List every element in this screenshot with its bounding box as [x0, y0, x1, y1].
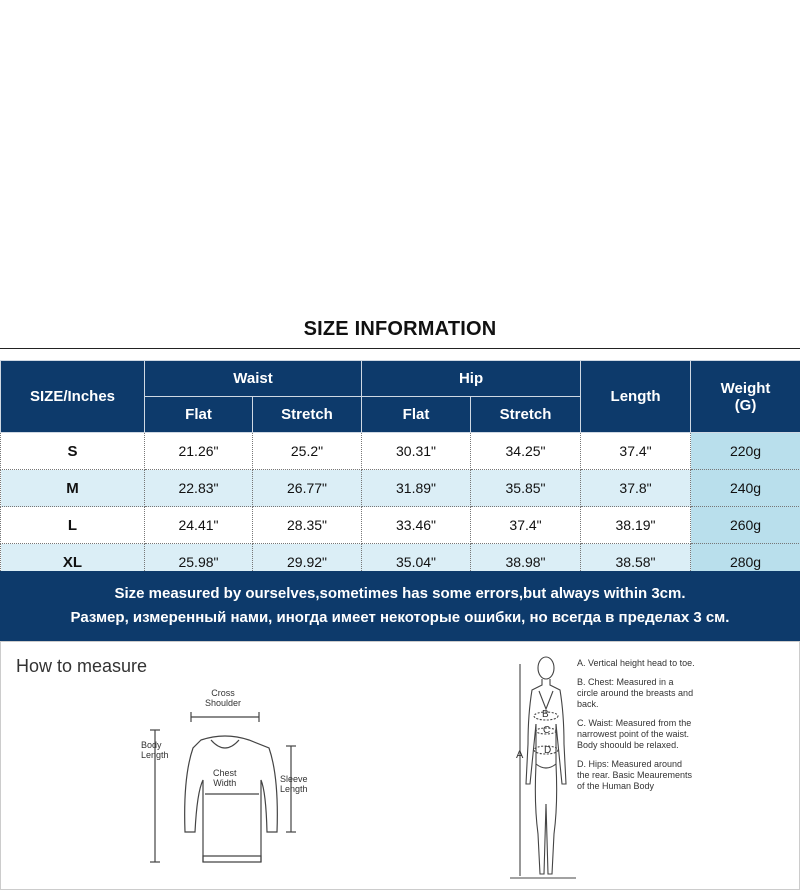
- hip-flat-cell: 31.89": [362, 470, 471, 507]
- how-to-measure-title: How to measure: [16, 656, 148, 676]
- waist-flat-cell: 25.98": [145, 544, 253, 581]
- weight-cell: 280g: [691, 544, 800, 581]
- hip-flat-header: Flat: [362, 397, 471, 433]
- hip-stretch-cell: 37.4": [471, 507, 581, 544]
- note-a: A. Vertical height head to toe.: [577, 658, 695, 668]
- chest-width-label-line1: Chest: [213, 768, 237, 778]
- point-c-letter: C: [543, 725, 551, 736]
- sleeve-length-label-line2: Length: [280, 784, 308, 794]
- note-c: C. Waist: Measured from the narrowest point of the waist. Body shoould be relaxed.: [577, 718, 692, 750]
- body-length-label: [141, 740, 169, 760]
- length-cell: 37.8": [581, 470, 691, 507]
- weight-cell: 260g: [691, 507, 800, 544]
- cross-shoulder-label: [205, 688, 241, 708]
- size-information-title: SIZE INFORMATION: [303, 318, 497, 340]
- weight-label: Weight: [720, 379, 771, 397]
- note-english: Size measured by ourselves,sometimes has some errors,but always within 3cm.: [114, 585, 686, 602]
- hip-header: Hip: [362, 361, 581, 397]
- waist-stretch-cell: 28.35": [253, 507, 362, 544]
- body-length-label-line2: Length: [141, 750, 169, 760]
- waist-flat-cell: 22.83": [145, 470, 253, 507]
- size-table: [0, 360, 800, 581]
- table-row: [1, 433, 800, 470]
- table-row: [1, 470, 800, 507]
- weight-cell: 220g: [691, 433, 800, 470]
- weight-unit: (G): [734, 396, 757, 414]
- size-cell: M: [1, 470, 145, 507]
- measurement-notes: [577, 658, 695, 800]
- note-d: D. Hips: Measured around the rear. Basic Meaurements of the Human Body: [577, 759, 693, 791]
- how-to-measure-panel: [0, 641, 800, 890]
- sleeve-length-label-line1: Sleeve: [280, 774, 308, 784]
- length-cell: 38.19": [581, 507, 691, 544]
- sleeve-length-label: [280, 774, 308, 794]
- table-row: [1, 507, 800, 544]
- point-a-letter: A: [516, 749, 524, 761]
- hip-stretch-cell: 35.85": [471, 470, 581, 507]
- weight-cell: 240g: [691, 470, 800, 507]
- hip-flat-cell: 30.31": [362, 433, 471, 470]
- weight-header: [691, 361, 800, 433]
- waist-flat-cell: 24.41": [145, 507, 253, 544]
- waist-stretch-cell: 25.2": [253, 433, 362, 470]
- size-cell: XL: [1, 544, 145, 581]
- size-header: SIZE/Inches: [1, 361, 145, 433]
- body-length-label-line1: Body: [141, 740, 162, 750]
- hip-flat-cell: 35.04": [362, 544, 471, 581]
- chest-width-label-line2: Width: [213, 778, 237, 788]
- point-d-letter: D: [544, 745, 552, 756]
- chest-width-label: [213, 768, 237, 788]
- waist-stretch-cell: 26.77": [253, 470, 362, 507]
- waist-header: Waist: [145, 361, 362, 397]
- human-body-diagram: [506, 654, 576, 886]
- note-russian: Размер, измеренный нами, иногда имеет некоторые ошибки, но всегда в пределах 3 см.: [70, 609, 730, 626]
- hip-flat-cell: 33.46": [362, 507, 471, 544]
- title-divider: [0, 348, 800, 349]
- waist-flat-header: Flat: [145, 397, 253, 433]
- length-cell: 37.4": [581, 433, 691, 470]
- measurement-note-banner: [0, 571, 800, 641]
- size-cell: S: [1, 433, 145, 470]
- size-cell: L: [1, 507, 145, 544]
- note-b: B. Chest: Measured in a circle around the breasts and back.: [577, 677, 694, 709]
- cross-shoulder-label-line2: Shoulder: [205, 698, 242, 708]
- hip-stretch-cell: 34.25": [471, 433, 581, 470]
- waist-flat-cell: 21.26": [145, 433, 253, 470]
- point-b-letter: B: [542, 709, 549, 720]
- length-header: Length: [581, 361, 691, 433]
- cross-shoulder-label-line1: Cross: [211, 688, 235, 698]
- waist-stretch-cell: 29.92": [253, 544, 362, 581]
- waist-stretch-header: Stretch: [253, 397, 362, 433]
- hip-stretch-cell: 38.98": [471, 544, 581, 581]
- hip-stretch-header: Stretch: [471, 397, 581, 433]
- length-cell: 38.58": [581, 544, 691, 581]
